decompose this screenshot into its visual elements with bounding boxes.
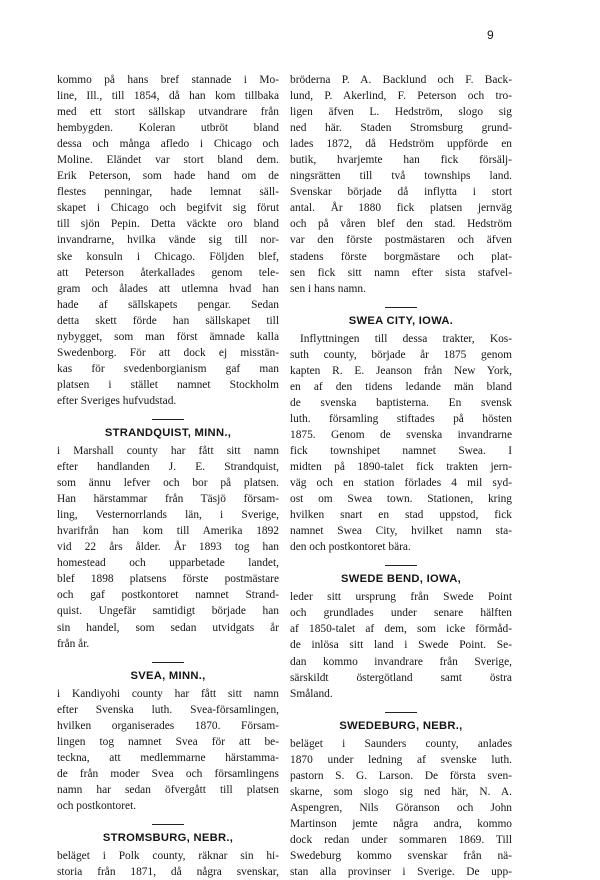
section-heading: SWEA CITY, IOWA.: [348, 314, 454, 327]
text-line: kommo på hans bref stannade i Mo-: [57, 74, 279, 86]
text-line: dock redan under sommaren 1869. Till: [290, 833, 512, 846]
text-line: Swedeburg kommo svenskar från nä-: [290, 849, 512, 862]
text-line: namn har sedan öfvergått till platsen: [57, 783, 279, 796]
text-line: sen i hans namn.: [290, 282, 366, 295]
text-line: namnet Swea City, hvilket namn sta-: [290, 525, 512, 538]
text-line: särskildt östergötland samt östra: [290, 671, 512, 684]
text-line: efter Sveriges hufvudstad.: [57, 394, 177, 407]
intro-paragraph: [57, 72, 279, 409]
text-line: Småland.: [290, 687, 333, 700]
section-heading: SVEA, MINN.,: [130, 669, 206, 682]
text-line: bröderna P. A. Backlund och F. Back-: [290, 74, 512, 86]
text-line: kas för svedenborgianism gaf man: [57, 362, 279, 375]
section-paragraph: [57, 848, 279, 880]
text-line: sin handel, som sedan utvidgats år: [57, 621, 279, 634]
section-paragraph: [57, 443, 279, 652]
text-line: vid 22 års ålder. År 1893 tog han: [57, 541, 279, 554]
text-line: de från moder Svea och församlingens: [57, 767, 279, 780]
left-column: [57, 72, 279, 880]
text-line: ligen äfven L. Hedström, slogo sig: [290, 106, 512, 119]
text-line: beläget i Saunders county, anlades: [290, 737, 512, 750]
intro-paragraph: [290, 72, 512, 297]
text-line: från år.: [57, 637, 90, 650]
text-line: Svenskar började då inflytta i stort: [290, 186, 512, 199]
section-heading: SWEDE BEND, IOWA,: [340, 573, 462, 586]
text-line: att Peterson återkallades genom tele-: [57, 266, 279, 279]
text-line: Han härstammar från Täsjö försam-: [57, 493, 279, 506]
text-line: ost om Swea town. Stationen, kring: [290, 493, 512, 506]
text-line: nybygget, som man först ämnade kalla: [57, 330, 279, 343]
section-stromsburg: [57, 814, 279, 880]
text-line: i Kandiyohi county har fått sitt namn: [57, 687, 279, 700]
section-swedeburg: [290, 702, 512, 880]
text-line: blef 1898 platsens förste postmästare: [57, 573, 279, 586]
right-column: [290, 72, 512, 880]
text-line: Inflyttningen till dessa trakter, Kos-: [300, 332, 512, 345]
text-line: de inlösa sitt land i Swede Point. Se-: [290, 639, 512, 652]
text-line: stan alla provinser i Sverige. De upp-: [290, 866, 512, 879]
text-line: hvilken snart en stad uppstod, fick: [290, 509, 512, 522]
text-line: quist. Ungefär samtidigt började han: [57, 605, 279, 618]
text-line: suth county, började år 1875 genom: [290, 348, 512, 361]
text-line: ske konsuln i Chicago. Följden blef,: [57, 250, 279, 263]
text-line: ningsrätten till två townships land.: [290, 170, 512, 183]
text-line: och postkontoret.: [57, 799, 137, 812]
text-line: en af den tidens ledande män bland: [290, 380, 512, 393]
text-line: väg och en station förlades 4 mil syd-: [290, 477, 512, 490]
text-line: hembygden. Koleran utbröt bland: [57, 122, 279, 135]
text-line: och gaf postkontoret namnet Strand-: [57, 589, 279, 602]
text-line: i Marshall county har fått sitt namn: [57, 444, 279, 457]
section-paragraph: [290, 589, 512, 701]
section-heading: STRANDQUIST, MINN.,: [104, 426, 232, 439]
text-line: gram och ålades att utlemna hvad han: [57, 282, 279, 295]
text-line: midten på 1890-talet fick trakten jern-: [290, 461, 512, 474]
text-line: de svenska baptisterna. En svensk: [290, 396, 512, 409]
text-line: ling, Vesternorrlands län, i Sverige,: [57, 509, 279, 522]
section-heading: STROMSBURG, NEBR.,: [102, 831, 234, 844]
text-line: antal. År 1880 fick platsen jernväg: [290, 202, 512, 215]
section-swea-city: [290, 297, 512, 556]
text-line: som ännu lefver och bor på platsen.: [57, 477, 279, 490]
text-line: 1875. Genom de svenska invandrarne: [290, 428, 512, 441]
text-line: var den förste postmästaren och äfven: [290, 234, 512, 247]
page-number: 9: [487, 28, 494, 42]
text-line: dessa och många afledo i Chicago och: [57, 138, 279, 151]
text-line: hvarifrån han kom till Amerika 1892: [57, 525, 279, 538]
text-line: af 1850-talet af dem, som icke förmåd-: [290, 623, 512, 636]
text-line: butik, hvarjemte han fick försälj-: [290, 154, 512, 167]
text-line: homestead och upparbetade landet,: [57, 557, 279, 570]
text-line: efter handlanden J. E. Strandquist,: [57, 461, 279, 474]
text-line: med ett stort sällskap utvandrare från: [57, 106, 279, 119]
text-line: dan kommo invandrare från Sverige,: [290, 655, 512, 668]
section-strandquist: [57, 409, 279, 652]
text-line: storia från 1871, då några svenskar,: [57, 866, 279, 879]
text-line: och på våren blef den stad. Hedström: [290, 218, 512, 231]
text-line: skapet i Chicago och begifvit sig förut: [57, 202, 279, 215]
section-svea: [57, 652, 279, 814]
text-line: 1870 under ledning af svenske luth.: [290, 753, 512, 766]
text-line: hade af sällskapets pengar. Sedan: [57, 298, 279, 311]
text-line: kapten R. E. Jeanson från New York,: [290, 364, 512, 377]
text-line: flestes penningar, hade lemnat säll-: [57, 186, 279, 199]
text-line: och grundlades under senare hälften: [290, 607, 512, 620]
text-line: Martinson jemte några andra, kommo: [290, 817, 512, 830]
text-line: Aspengren, Nils Göranson och John: [290, 801, 512, 814]
text-line: leder sitt ursprung från Swede Point: [290, 591, 512, 604]
text-line: line, Ill., till 1854, då han kom tillbaka: [57, 90, 279, 103]
text-line: teckna, att medlemmarne härstamma-: [57, 751, 279, 764]
text-line: pastorn S. G. Larson. De första sven-: [290, 769, 512, 782]
text-line: stadens förste borgmästare och plat-: [290, 250, 512, 263]
text-line: Erik Peterson, som hade hand om de: [57, 170, 279, 183]
text-line: platsen i stället namnet Stockholm: [57, 378, 279, 391]
text-line: invandrarne, hvilka vände sig till nor-: [57, 234, 279, 247]
text-line: detta skett förde han sällskapet till: [57, 314, 279, 327]
text-line: Swedenborg. För att dock ej misstän-: [57, 346, 279, 359]
text-line: lund, P. Akerlind, F. Peterson och tro-: [290, 90, 512, 103]
text-line: Moline. Eländet var stort bland dem.: [57, 154, 279, 167]
text-line: ned här. Staden Stromsburg grund-: [290, 122, 512, 135]
text-line: hvilken organiserades 1870. Försam-: [57, 719, 279, 732]
text-line: till sjön Pepin. Detta väckte oro bland: [57, 218, 279, 231]
text-line: beläget i Polk county, räknar sin hi-: [57, 849, 279, 862]
section-paragraph: [290, 331, 512, 556]
text-line: fick townshipet namnet Swea. I: [290, 444, 512, 457]
text-line: lingen tog namnet Svea för att be-: [57, 735, 279, 748]
text-line: den och postkontoret bära.: [290, 541, 411, 554]
text-line: luth. församling stiftades på hösten: [290, 412, 512, 425]
section-swede-bend: [290, 555, 512, 701]
section-paragraph: [290, 736, 512, 880]
text-line: efter Svenska luth. Svea-församlingen,: [57, 703, 279, 716]
text-line: lades 1872, då Hedström uppförde en: [290, 138, 512, 151]
text-line: sen fick sitt namn efter sista stafvel-: [290, 266, 512, 279]
section-heading: SWEDEBURG, NEBR.,: [339, 719, 463, 732]
text-line: skarne, som slogo sig ned här, N. A.: [290, 785, 512, 798]
section-paragraph: [57, 686, 279, 814]
